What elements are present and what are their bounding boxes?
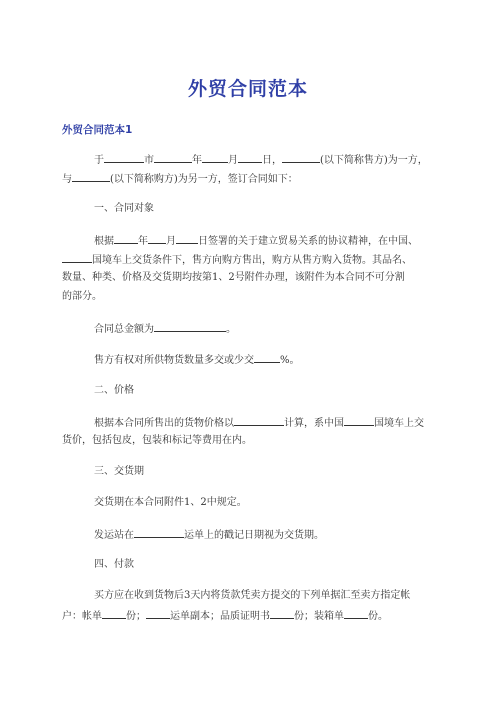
- percent-blank: [254, 352, 280, 363]
- intro-text: 市: [144, 155, 154, 166]
- section1-para1-line2: [62, 252, 412, 267]
- text-run: 。: [226, 324, 236, 335]
- month-blank: [202, 152, 228, 163]
- month-blank: [148, 233, 166, 244]
- year-blank: [154, 152, 192, 163]
- section-heading: 四、付款: [94, 559, 134, 570]
- text-run: 运单上的戳记日期视为交货期。: [184, 530, 324, 541]
- text-run: %。: [280, 355, 300, 366]
- text-run: 年: [138, 236, 148, 247]
- certificate-count-blank: [270, 608, 294, 619]
- seller-blank: [282, 152, 320, 163]
- country-blank: [344, 415, 374, 426]
- section-heading: 一、合同对象: [94, 203, 154, 214]
- text-run: 份。: [368, 611, 388, 622]
- city-blank: [104, 152, 144, 163]
- text-run: 国境车上交货条件下，售方向购方售出，购方从售方购入货物。其品名、: [92, 255, 412, 266]
- intro-text: 年: [192, 155, 202, 166]
- price-basis-blank: [234, 415, 284, 426]
- intro-text: 于: [94, 155, 104, 166]
- text-run: 根据本合同所售出的货物价格以: [94, 418, 234, 429]
- section4-para1-line1: 买方应在收到货物后3天内将货款凭卖方提交的下列单据汇至卖方指定帐: [94, 590, 411, 601]
- waybill-blank: [146, 608, 170, 619]
- day-blank: [176, 233, 198, 244]
- section1-para1-line4: 的部分。: [62, 291, 102, 302]
- section-heading: 二、价格: [94, 385, 134, 396]
- text-run: 运单副本；品质证明书: [170, 611, 270, 622]
- intro-text: 月: [228, 155, 238, 166]
- text-run: 份；装箱单: [294, 611, 344, 622]
- text-run: 发运站在: [94, 530, 134, 541]
- text-run: 计算，系中国: [284, 418, 344, 429]
- country-blank: [62, 252, 92, 263]
- station-blank: [134, 527, 184, 538]
- section1-para1-line3: 数量、种类、价格及交货期均按第1、2号附件办理，该附件为本合同不可分割: [62, 272, 405, 283]
- day-blank: [238, 152, 262, 163]
- bill-count-blank: [102, 608, 126, 619]
- text-run: 月: [166, 236, 176, 247]
- contract-subtitle: 外贸合同范本1: [62, 124, 133, 136]
- section2-para1-line1: [94, 415, 424, 430]
- section1-para2: [94, 321, 236, 336]
- intro-text: (以下简称购方)为另一方，签订合同如下：: [110, 174, 298, 185]
- intro-line-1: [94, 152, 428, 167]
- packing-list-count-blank: [344, 608, 368, 619]
- intro-text: (以下简称售方)为一方，: [320, 155, 428, 166]
- year-blank: [114, 233, 138, 244]
- text-run: 户：帐单: [62, 611, 102, 622]
- amount-blank: [154, 321, 226, 332]
- section3-para2: [94, 527, 324, 542]
- section3-para1: 交货期在本合同附件1、2中规定。: [94, 497, 247, 508]
- text-run: 售方有权对所供物货数量多交或少交: [94, 355, 254, 366]
- section4-para1-line2: [62, 608, 388, 623]
- section2-para1-line2: 货价，包括包皮，包装和标记等费用在内。: [62, 435, 252, 446]
- buyer-blank: [72, 171, 110, 182]
- document-title: 外贸合同范本: [187, 78, 308, 100]
- section1-para3: [94, 352, 300, 367]
- text-run: 日签署的关于建立贸易关系的协议精神，在中国、: [198, 236, 418, 247]
- text-run: 根据: [94, 236, 114, 247]
- text-run: 份；: [126, 611, 146, 622]
- text-run: 合同总金额为: [94, 324, 154, 335]
- section-heading: 三、交货期: [94, 466, 144, 477]
- intro-text: 与: [62, 174, 72, 185]
- intro-line-2: [62, 171, 298, 186]
- intro-text: 日，: [262, 155, 282, 166]
- text-run: 国境车上交: [374, 418, 424, 429]
- section1-para1-line1: [94, 233, 418, 248]
